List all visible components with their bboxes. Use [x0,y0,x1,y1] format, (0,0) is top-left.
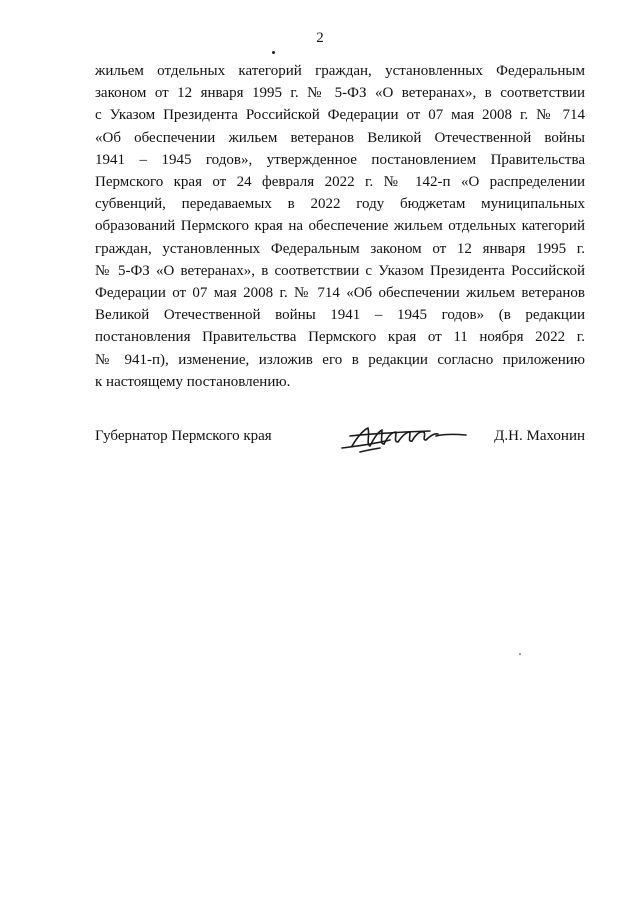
stray-dot-mark [272,51,275,54]
body-line: № 941-п), изменение, изложив его в редакции согласно приложению [95,351,585,368]
body-line: Федерации от 07 мая 2008 г. № 714 «Об обеспечении жильем ветеранов [95,285,585,302]
body-line: жильем отдельных категорий граждан, установленных Федеральным [95,63,585,79]
body-line: законом от 12 января 1995 г. № 5-ФЗ «О ветеранах», в соответствии [95,85,585,102]
body-line: № 5-ФЗ «О ветеранах», в соответствии с Указом Президента Российской [95,262,585,279]
body-line: постановления Правительства Пермского края от 11 ноября 2022 г. [95,329,585,346]
signer-title: Губернатор Пермского края [95,428,272,444]
body-line: граждан, установленных Федеральным законом от 12 января 1995 г. [95,240,585,257]
body-line: «Об обеспечении жильем ветеранов Великой Отечественной войны [95,129,585,146]
body-line: образований Пермского края на обеспечение жильем отдельных категорий [95,218,585,235]
body-line: к настоящему постановлению. [95,373,291,390]
signer-name: Д.Н. Махонин [494,428,585,444]
body-line: Великой Отечественной войны 1941 – 1945 годов» (в редакции [95,307,585,324]
body-line: субвенций, передаваемых в 2022 году бюджетам муниципальных [95,196,585,213]
page-number: 2 [316,30,324,46]
handwritten-signature-icon [340,422,470,454]
signature-block [95,428,585,458]
stray-dot-mark [519,653,521,655]
body-line: Пермского края от 24 февраля 2022 г. № 142-п «О распределении [95,174,585,191]
body-paragraph [95,60,585,393]
body-line: 1941 – 1945 годов», утвержденное постановлением Правительства [95,151,585,168]
body-line: с Указом Президента Российской Федерации от 07 мая 2008 г. № 714 [95,107,585,124]
